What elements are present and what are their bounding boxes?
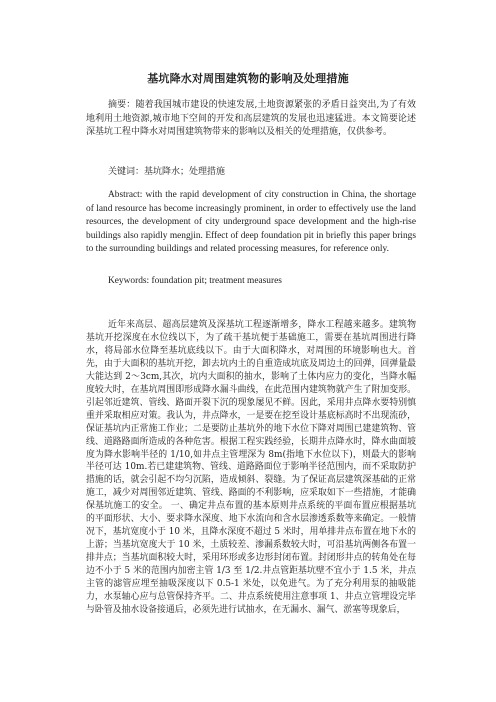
paper-title: 基坑降水对周围建筑物的影响及处理措施 <box>147 72 349 85</box>
keywords-chinese: 关键词：基坑降水；处理措施 <box>108 167 226 177</box>
abstract-chinese: 摘要：随着我国城市建设的快速发展,土地资源紧张的矛盾日益突出,为了有效地利用土地资源,城市地下空间的开发和高层建筑的发展也迅速猛进。本文简要论述深基坑工程中降水对周围建筑物带来的影响以及相关的处理措施，仅供参考。 <box>86 100 416 138</box>
keywords-english: Keywords: foundation pit; treatment measures <box>108 276 282 286</box>
body-paragraph: 近年来高层、超高层建筑及深基坑工程逐渐增多，降水工程越来越多。建筑物基坑开挖深度在水位线以下，为了疏干基坑便于基础施工，需要在基坑周围进行降水，将局部水位降至基坑底线以下。由于大面积降水，对周围的环境影响也大。首先，由于大面积的基坑开挖，卸去坑内土的自重造成坑底及周边土的回弹，回弹量最大能达到 2～3cm,其次，坑内大面积的抽水，影响了土体内应力的变化，当降水幅度较大时，在基坑周围即形成降水漏斗曲线，在此范围内建筑物就产生了附加变形。引起邻近建筑、管线、路面开裂下沉的现象屡见不鲜。因此，采用井点降水要特别慎重并采取相应对策。我认为，井点降水，一是要在挖至设计基底标高时不出现流砂，保证基坑内正常施工作业；二是要防止基坑外的地下水位下降对周围已建建筑物、管线、道路路面所造成的各种危害。根据工程实践经验，长期井点降水时，降水曲面坡度为降水影响半径的 1/10,如井点主管埋深为 8m(指地下水位以下)，则最大的影响半径可达 10m.若已建建筑物、管线、道路路面位于影响半径范围内，而不采取防护措施的话，就会引起不均匀沉陷，造成倾斜、裂缝。为了保证高层建筑深基础的正常施工，减少对周围邻近建筑、管线、路面的不利影响，应采取如下一些措施，才能确保基坑施工的安全。 一、确定井点布置的基本原则井点系统的平面布置应根据基坑的平面形状、大小、要求降水深度、地下水流向和含水层渗透系数等来确定。一般情况下，基坑宽度小于 10 米，且降水深度不超过 5 米时，用单排井点布置在地下水的上游；当基坑宽度大于 10 米，土质较差、渗漏系数较大时，可沿基坑两侧各布置一排井点；当基坑面积较大时，采用环形或多边形封闭布置。封闭形井点的转角处在每边不小于 5 米的范围内加密主管 1/3 至 1/2.井点管距基坑壁不宜小于 1.5 米，井点主管的滤管应埋至抽吸深度以下 0.5-1 米处，以免进气。为了充分利用泵的抽吸能力，水泵轴心应与总管保持齐平。二、井点系统使用注意事项 1、井点立管埋设完毕与卧管及抽水设备接通后，必须先进行试抽水，在无漏水、漏气、淤塞等现象后， <box>86 320 416 615</box>
abstract-english: Abstract: with the rapid development of city construction in China, the shortage of land resource has become increasingly prominent, in order to effectively use the land resources, the development of city underground space development and the high-rise buildings also rapidly mengjin. Effect of deep foundation pit in briefly this paper brings to the surrounding buildings and related processing measures, for reference only. <box>86 190 416 255</box>
